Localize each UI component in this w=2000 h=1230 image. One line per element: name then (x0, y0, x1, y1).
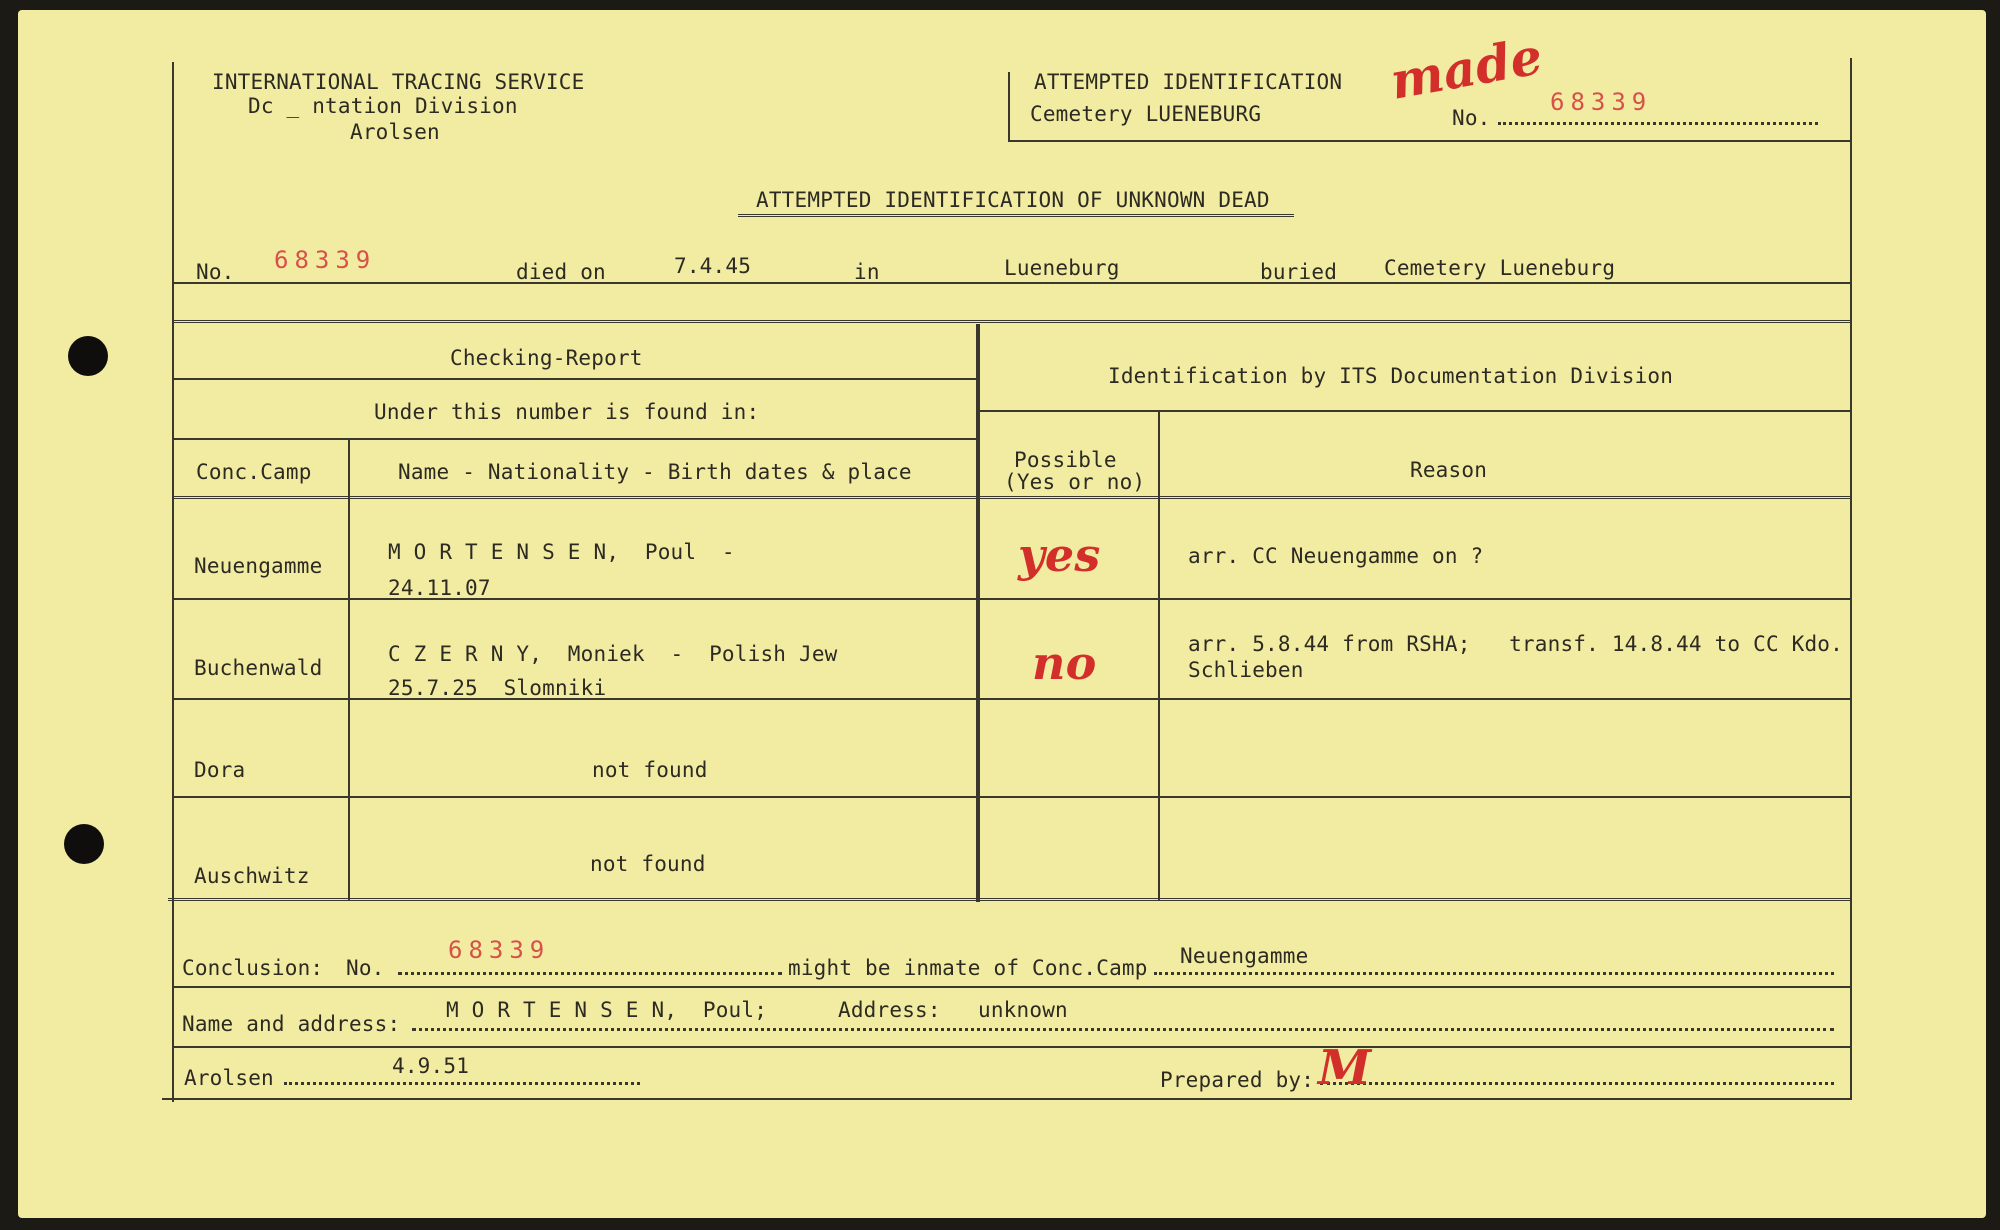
record-no-value: 68339 (274, 246, 377, 274)
record-double-line (172, 320, 1850, 323)
conclusion-camp-value: Neuengamme (1180, 944, 1309, 968)
conclusion-camp-dots (1154, 972, 1834, 975)
frame-bottom (162, 1098, 1852, 1100)
name-address-dots (412, 1028, 1834, 1031)
footer-place: Arolsen (184, 1066, 274, 1090)
conclusion-no-label: No. (346, 956, 385, 980)
checking-line (172, 378, 976, 380)
record-buried-value: Cemetery Lueneburg (1384, 256, 1616, 280)
record-died-label: died on (516, 260, 606, 284)
table-row-2-possible: no (1032, 636, 1097, 690)
handwritten-made: made (1385, 26, 1547, 111)
conclusion-no-value: 68339 (448, 936, 551, 964)
table-row-2-name-1: C Z E R N Y, Moniek - Polish Jew (388, 642, 838, 666)
record-in-value: Lueneburg (1004, 256, 1120, 280)
form-title: ATTEMPTED IDENTIFICATION OF UNKNOWN DEAD (756, 188, 1270, 212)
table-row-4-name-1: not found (590, 852, 706, 876)
name-address-label: Name and address: (182, 1012, 401, 1036)
table-row-3-camp: Dora (194, 758, 246, 782)
org-line-3: Arolsen (350, 120, 440, 144)
prepared-by-initial: M (1318, 1040, 1372, 1096)
frame-left (172, 62, 174, 1102)
table-row-1-possible: yes (1018, 528, 1101, 582)
header-no-label: No. (1452, 106, 1491, 130)
table-row-1-camp: Neuengamme (194, 554, 323, 578)
found-line (172, 438, 976, 440)
record-died-value: 7.4.45 (674, 254, 752, 278)
title-underline (738, 214, 1294, 217)
record-buried-label: buried (1260, 260, 1338, 284)
table-row-1-name-2: 24.11.07 (388, 576, 491, 600)
col-possible-header-2: (Yes or no) (1004, 470, 1146, 494)
table-bottom-line (168, 898, 1850, 901)
org-line-1: INTERNATIONAL TRACING SERVICE (212, 70, 585, 94)
frame-right (1850, 58, 1852, 1100)
conclusion-inmate-label: might be inmate of Conc.Camp (788, 956, 1148, 980)
header-box-cemetery: Cemetery LUENEBURG (1030, 102, 1262, 126)
header-no-dots (1498, 122, 1818, 125)
name-address-address-label: Address: (838, 998, 941, 1022)
table-row-2-camp: Buchenwald (194, 656, 323, 680)
table-row-2-name-2: 25.7.25 Slomniki (388, 676, 607, 700)
conclusion-label: Conclusion: (182, 956, 324, 980)
header-box-left (1008, 72, 1010, 140)
identification-card (18, 10, 1986, 1218)
prepared-by-dots (1320, 1082, 1834, 1085)
table-row-1-reason-1: arr. CC Neuengamme on ? (1188, 544, 1484, 568)
table-row-2-reason-2: Schlieben (1188, 658, 1304, 682)
identification-header: Identification by ITS Documentation Division (1108, 364, 1674, 388)
table-row-3-name-1: not found (592, 758, 708, 782)
col-name-header: Name - Nationality - Birth dates & place (398, 460, 912, 484)
record-line (172, 282, 1850, 284)
table-row-1-name-1: M O R T E N S E N, Poul - (388, 540, 735, 564)
col-reason-header: Reason (1410, 458, 1488, 482)
camp-divider (348, 438, 350, 900)
header-no-value: 68339 (1550, 88, 1653, 116)
col-possible-header-1: Possible (1014, 448, 1117, 472)
ident-line (978, 410, 1850, 412)
punch-hole-bottom (64, 824, 104, 864)
footer-date-dots (284, 1082, 640, 1085)
col-camp-header: Conc.Camp (196, 460, 312, 484)
conclusion-no-dots (398, 972, 782, 975)
name-address-address-value: unknown (978, 998, 1068, 1022)
punch-hole-top (68, 336, 108, 376)
name-address-line (172, 1046, 1850, 1048)
header-row-line (172, 496, 1850, 499)
row3-line (172, 796, 1850, 798)
header-box-bottom (1008, 140, 1850, 142)
org-line-2: Dc _ ntation Division (248, 94, 518, 118)
possible-divider (1158, 410, 1160, 900)
table-row-4-camp: Auschwitz (194, 864, 310, 888)
found-in-header: Under this number is found in: (374, 400, 760, 424)
table-row-2-reason-1: arr. 5.8.44 from RSHA; transf. 14.8.44 to CC Kdo. (1188, 632, 1843, 656)
record-no-label: No. (196, 260, 235, 284)
record-in-label: in (854, 260, 880, 284)
footer-date: 4.9.51 (392, 1054, 470, 1078)
header-box-title: ATTEMPTED IDENTIFICATION (1034, 70, 1343, 94)
name-address-name: M O R T E N S E N, Poul; (446, 998, 768, 1022)
prepared-by-label: Prepared by: (1160, 1068, 1315, 1092)
conclusion-line (172, 986, 1850, 988)
checking-report-header: Checking-Report (450, 346, 643, 370)
